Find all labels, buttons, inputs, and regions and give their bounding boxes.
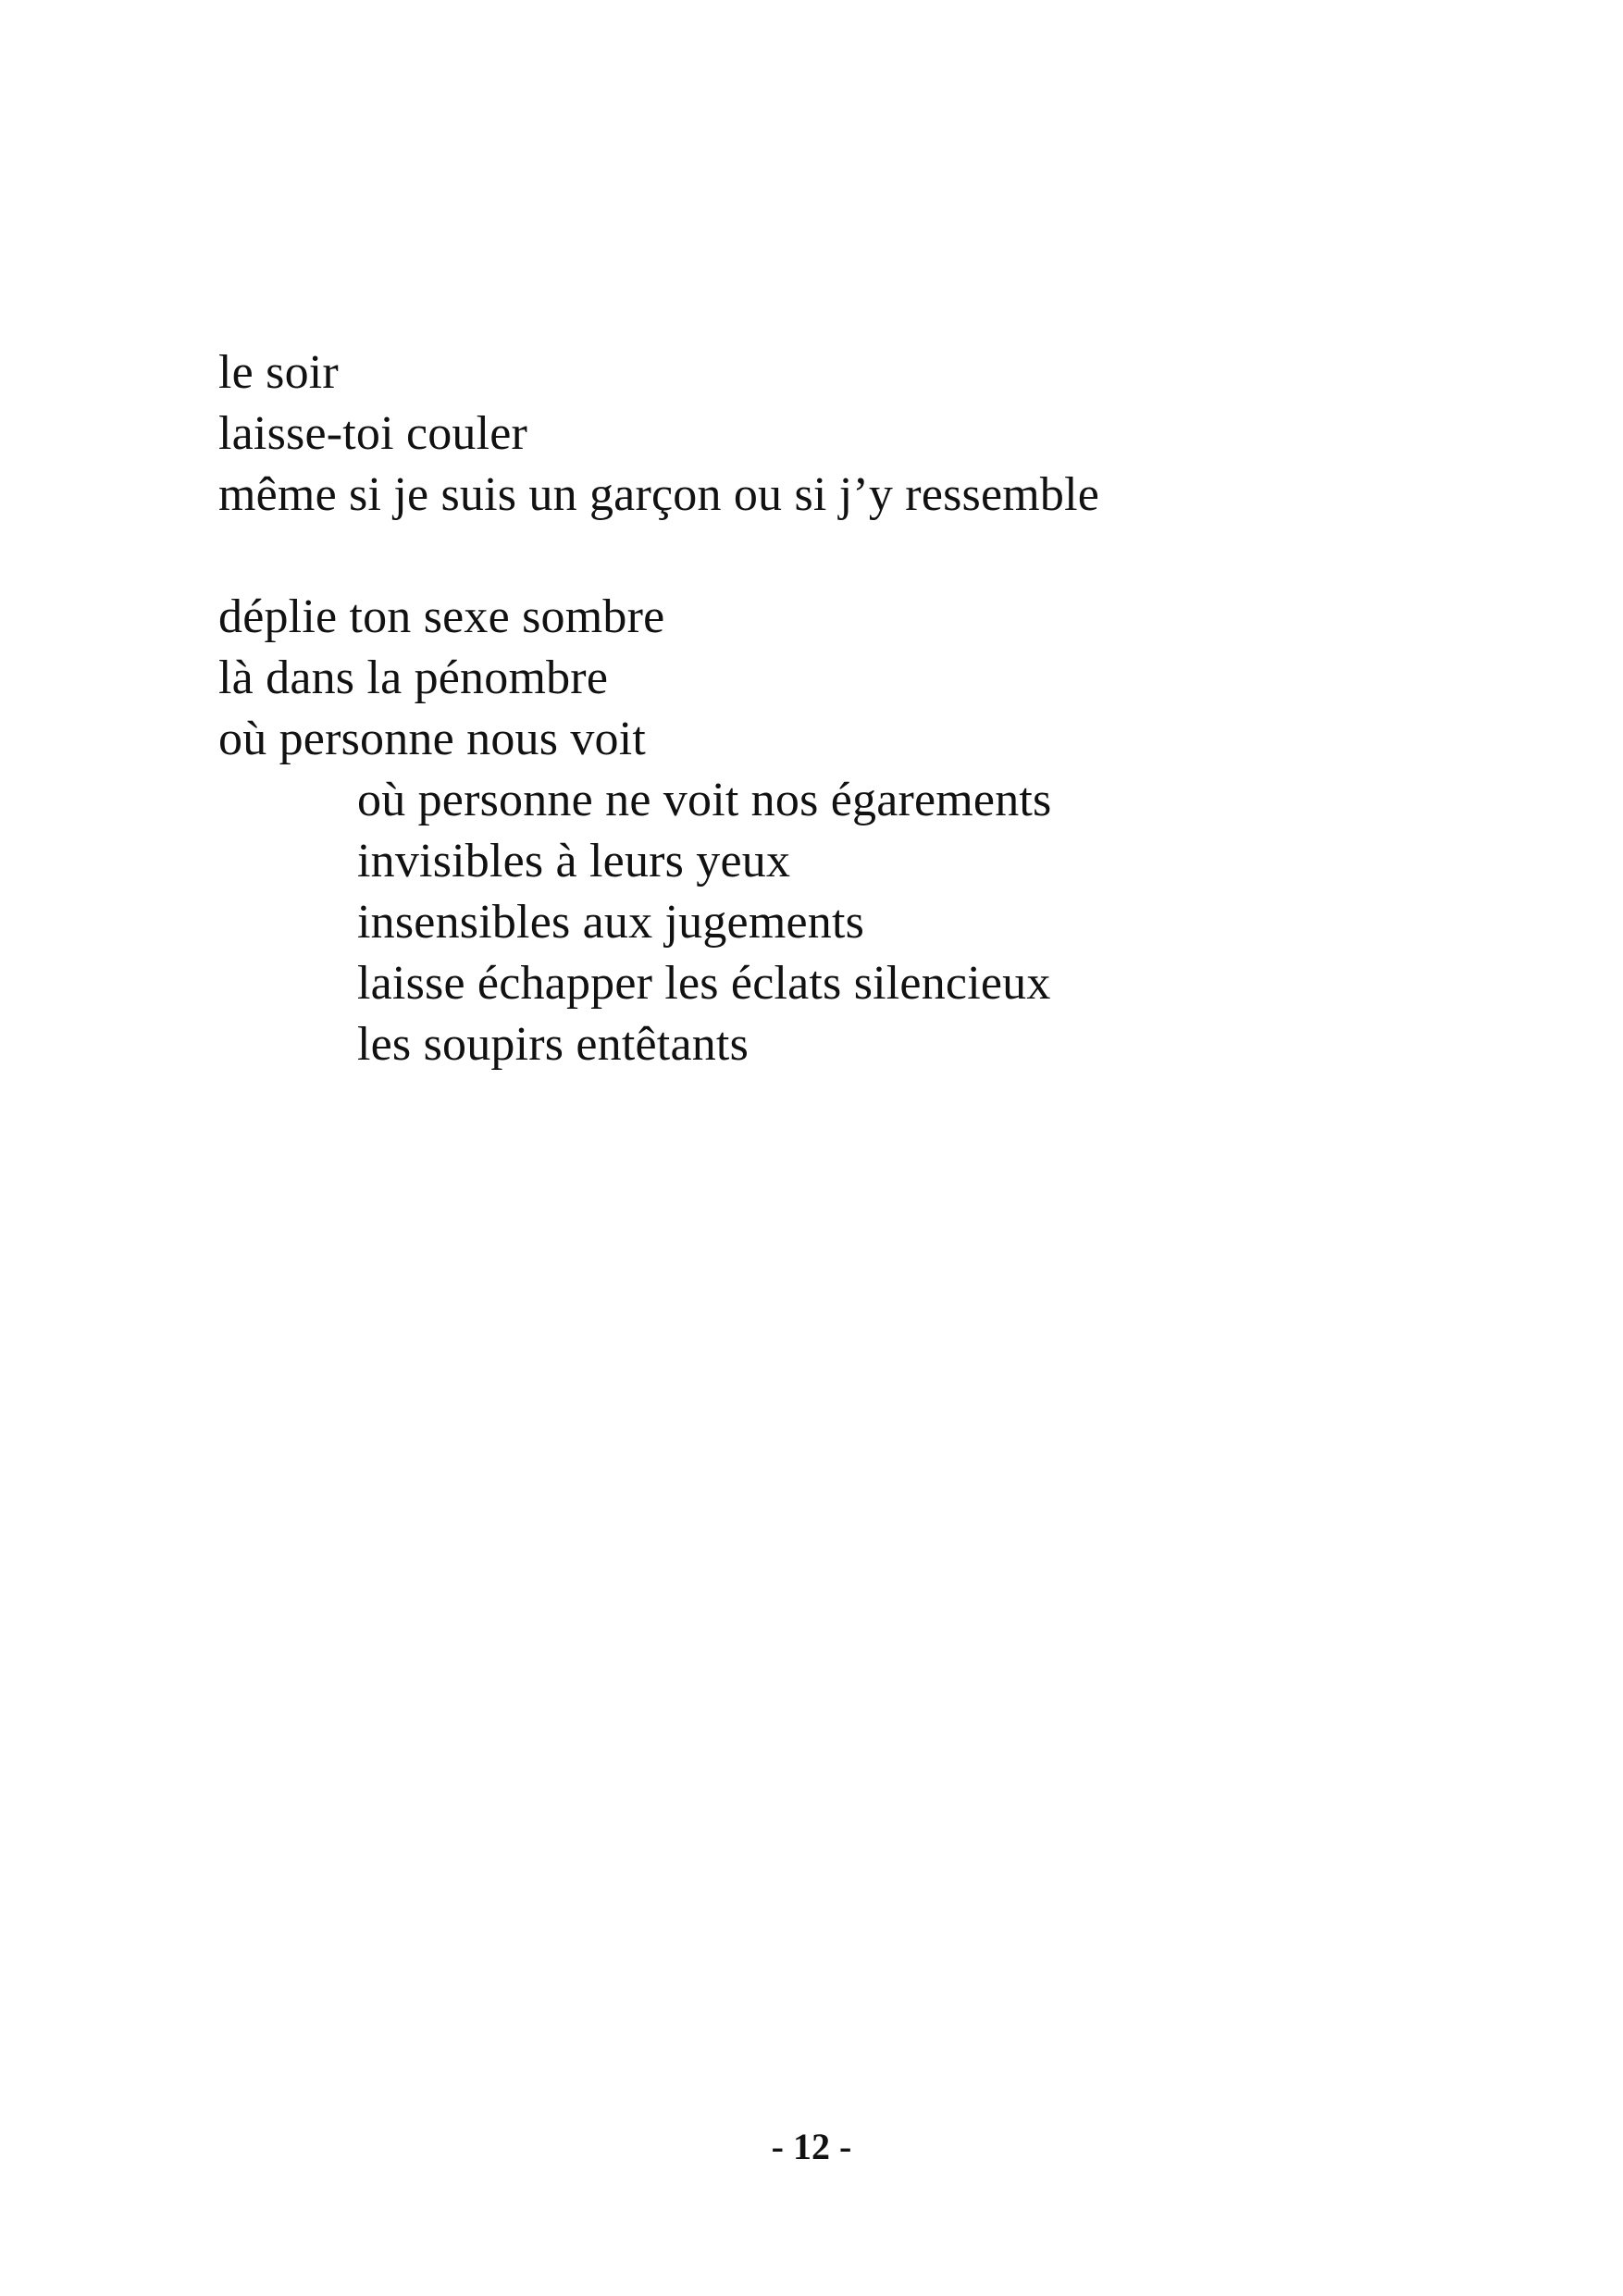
stanza-gap (218, 526, 1421, 587)
poem-line: là dans la pénombre (218, 652, 609, 704)
poem-line: même si je suis un garçon ou si j’y ressemble (218, 468, 1100, 521)
poem-line-indented: les soupirs entêtants (357, 1018, 750, 1071)
poem-line: laisse-toi couler (218, 407, 528, 460)
poem-body (218, 342, 1421, 1075)
poem-line-indented: où personne ne voit nos égarements (357, 774, 1052, 826)
poem-line-indented: invisibles à leurs yeux (357, 835, 791, 887)
poem-line: déplie ton sexe sombre (218, 590, 665, 643)
poem-line: le soir (218, 346, 339, 399)
page-number: - 12 - (771, 2126, 852, 2167)
poem-line: où personne nous voit (218, 713, 647, 765)
poem-line-indented: insensibles aux jugements (357, 896, 865, 949)
poem-line-indented: laisse échapper les éclats silencieux (357, 957, 1051, 1010)
